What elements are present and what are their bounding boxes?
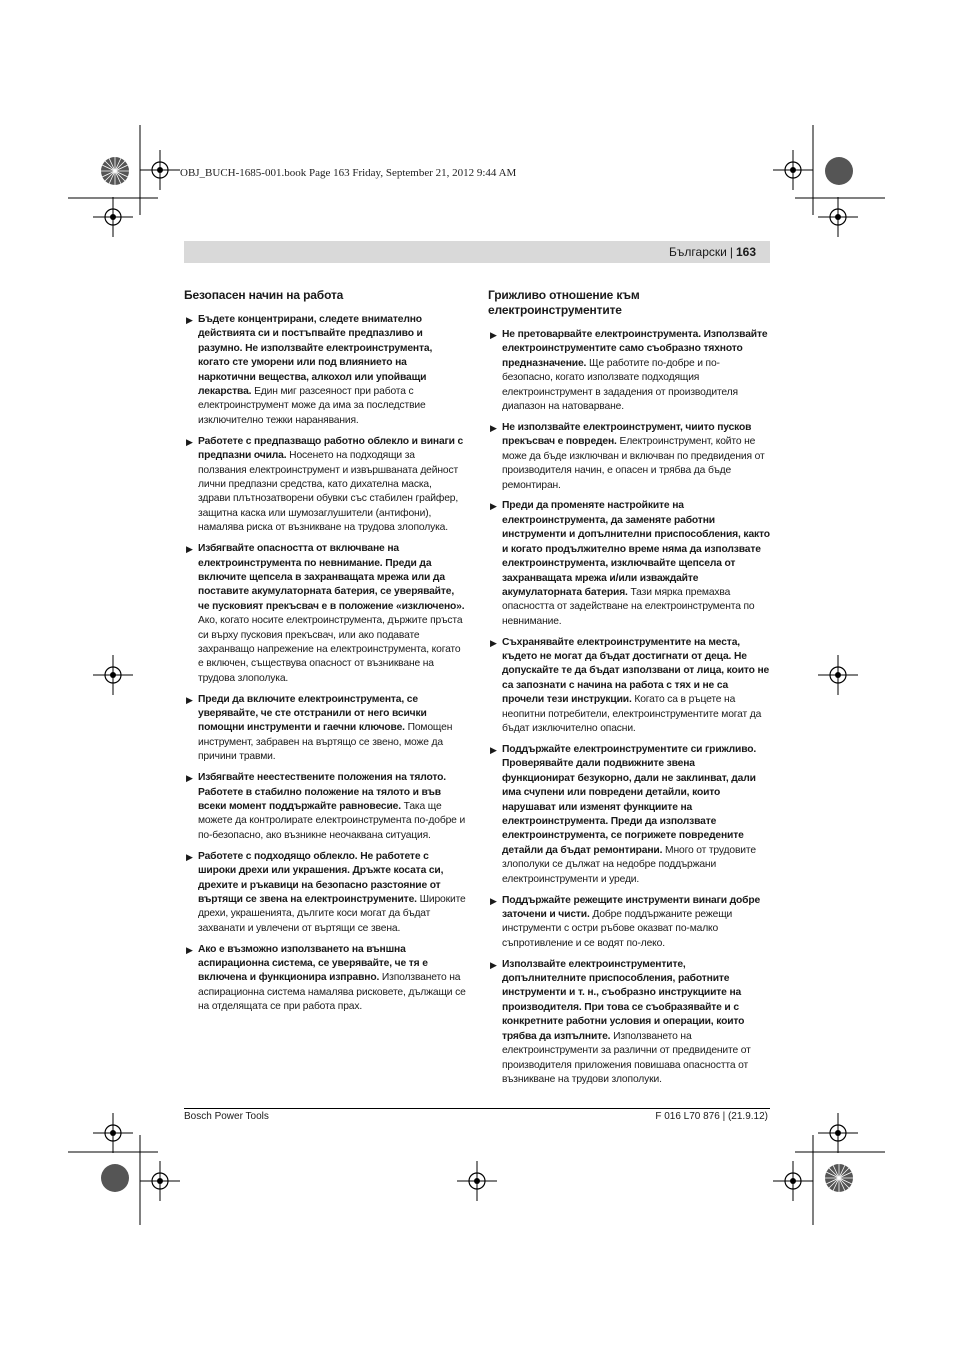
list-item: ▶ Бъдете концентрирани, следете внимателно действията си и постъпвайте предпазливо и разумно. Не използвайте електроинструмента, когато сте уморени или под влиянието на наркотични вещества, алкохол или упойващи лекарства. Един миг разсеяност при работа с електроинструмент може да има за последствие изключително тежки наранявания. bbox=[186, 314, 433, 426]
list-item: ▶ Работете с предпазващо работно облекло и винаги с предпазни очила. Носенето на подходящи за ползвания електроинструмент и извършваната дейност лични предпазни средства, като дихателна маска, здрави плътнозатворени обувки със стабилен грайфер, защитна каска или шумозаглушители (антифони), намалява риска от възникване на трудова злополука. bbox=[186, 435, 464, 534]
list-item: ▶ Не използвайте електроинструмент, чиито пусков прекъсвач е повреден. Електроинструмент, който не може да бъде изключван и включван по предвидения от производителя начин, е опасен и трябва да бъде ремонтиран. bbox=[490, 421, 765, 491]
list-item: ▶ Поддържайте режещите инструменти винаги добре заточени и чисти. Добре поддържаните режещи инструменти с остри ръбове оказват по-малко съпротивление и се водят по-леко. bbox=[490, 894, 761, 949]
bullet-arrow-icon: ▶ bbox=[490, 330, 497, 340]
bullet-arrow-icon: ▶ bbox=[186, 694, 193, 705]
list-item: ▶ Поддържайте електроинструментите си грижливо. Проверявайте дали подвижните звена функционират безукорно, дали не заклинват, дали има счупени или повредени детайли, които нарушават или изменят функциите на електроинструмента. Преди да използвате електроинструмента, се погрижете повредените детайли да бъдат ремонтирани. Много от трудовите злополуки се дължат на недобре поддържани електроинструменти и уреди. bbox=[490, 743, 757, 885]
print-info-line: OBJ_BUCH-1685-001.book Page 163 Friday, September 21, 2012 9:44 AM bbox=[180, 167, 517, 179]
page-header: Български | 163 bbox=[184, 241, 770, 263]
list-item: ▶ Избягвайте опасността от включване на електроинструмента по невнимание. Преди да включите щепсела в захранващата мрежа или да поставите акумулаторната батерия, се уверявайте, че пусковият прекъсвач е в положение «изключено». Ако, когато носите електроинструмента, държите пръста си върху пусковия прекъсвач, или ако подавате захранващо напрежение на електроинструмента, когато е включен, съществува опасност от възникване на трудова злополука. bbox=[186, 543, 465, 684]
section-title-safe-work: Безопасен начин на работа bbox=[184, 288, 344, 302]
list-item: ▶ Работете с подходящо облекло. Не работете с широки дрехи или украшения. Дръжте косата си, дрехите и ръкавици на безопасно разстояние от въртящи се звена на електроинструмените. Широките дрехи, украшенията, дългите коси могат да бъдат захванати и увлечени от въртящи се звена. bbox=[186, 850, 466, 934]
bullet-arrow-icon: ▶ bbox=[186, 436, 193, 447]
list-item: ▶ Не претоварвайте електроинструмента. Използвайте електроинструментите само съобразно тяхното предназначение. Ще работите по-добре и по-безопасно, когато използвате подходящия електроинструмент в зададения от производителя диапазон на натоварване. bbox=[490, 329, 768, 413]
section-title-tool-care: Грижливо отношение към електроинструментите bbox=[488, 288, 640, 317]
bullet-arrow-icon: ▶ bbox=[490, 744, 497, 755]
bullet-arrow-icon: ▶ bbox=[186, 544, 193, 555]
bullet-arrow-icon: ▶ bbox=[186, 773, 193, 784]
list-item: ▶ Ако е възможно използването на външна аспирационна система, се уверявайте, че тя е включена и функционира изправно. Използването на аспирационна система намалява рисковете, дължащи се на отделящата се при работа прах. bbox=[186, 943, 466, 1013]
footer-doc-code: F 016 L70 876 | (21.9.12) bbox=[655, 1111, 768, 1122]
list-item: ▶ Избягвайте неестествените положения на тялото. Работете в стабилно положение на тялото и във всеки момент поддържайте равновесие. Така ще можете да контролирате електроинструмента по-добре и по-безопасно, ако възникне неочаквана ситуация. bbox=[186, 772, 466, 841]
header-language: Български bbox=[669, 245, 727, 259]
bullet-arrow-icon: ▶ bbox=[186, 851, 193, 862]
list-item: ▶ Преди да включите електроинструмента, се уверявайте, че сте отстранили от него всички помощни инструменти и гаечни ключове. Помощен инструмент, забравен на въртящо се звено, може да причини травми. bbox=[186, 693, 453, 763]
list-item: ▶ Съхранявайте електроинструментите на места, където не могат да бъдат достигнати от деца. Не допускайте те да бъдат използвани от лица, които не са запознати с начина на работа с тях и не са прочели тези инструкции. Когато са в ръцете на неопитни потребители, електроинструментите могат да бъдат изключително опасни. bbox=[490, 636, 770, 735]
list-item: ▶ Преди да променяте настройките на електроинструмента, да заменяте работни инструменти и допълнителни приспособления, както и когато продължително време няма да използвате електроинструмента, изключвайте щепсела от захранващата мрежа и/или изваждайте акумулаторната батерия. Тази мярка премахва опасността от задействане на електроинструмента по невнимание. bbox=[490, 500, 770, 627]
bullet-arrow-icon: ▶ bbox=[490, 501, 497, 512]
page-number: 163 bbox=[735, 245, 756, 259]
bullet-arrow-icon: ▶ bbox=[490, 637, 497, 648]
bullet-arrow-icon: ▶ bbox=[490, 895, 497, 906]
footer-brand: Bosch Power Tools bbox=[184, 1111, 269, 1122]
bullet-arrow-icon: ▶ bbox=[186, 944, 193, 955]
bullet-arrow-icon: ▶ bbox=[186, 315, 193, 325]
list-item: ▶ Използвайте електроинструментите, допълнителните приспособления, работните инструменти и т. н., съобразно инструкциите на производителя. При това се съобразявайте и с конкретните работни условия и операции, които трябва да изпълните. Използването на електроинструменти за различни от предвидените от производителя приложения повишава опасността от възникване на трудови злополуки. bbox=[490, 958, 751, 1085]
bullet-arrow-icon: ▶ bbox=[490, 959, 497, 970]
bullet-arrow-icon: ▶ bbox=[490, 422, 497, 433]
